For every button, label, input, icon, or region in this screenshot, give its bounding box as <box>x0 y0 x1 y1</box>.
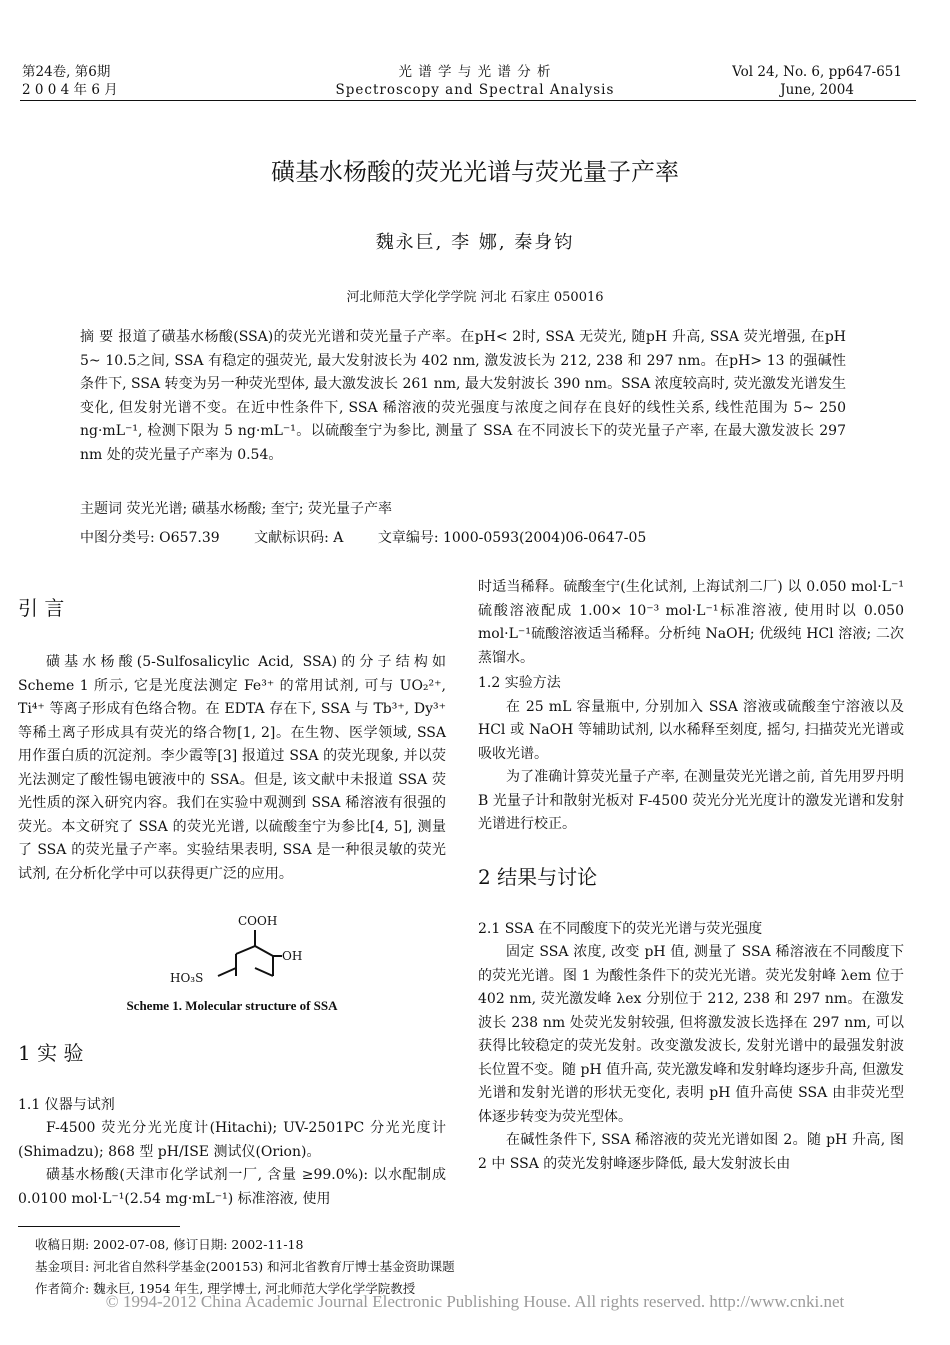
section-2-1-body <box>478 941 904 1176</box>
publication-date: 2 0 0 4 年 6 月 <box>22 82 118 98</box>
section-1-1-body <box>18 1117 446 1211</box>
copyright-watermark: © 1994-2012 China Academic Journal Electronic Publishing House. All rights reserved. http://www.cnki.net <box>105 1292 845 1311</box>
subsection-1-1: 1.1 仪器与试剂 <box>18 1097 115 1113</box>
keywords: 主题词 荧光光谱; 磺基水杨酸; 奎宁; 荧光量子产率 <box>80 501 392 517</box>
results-text-2: 在碱性条件下, SSA 稀溶液的荧光光谱如图 2。随 pH 升高, 图 2 中 SSA 的荧光发射峰逐步降低, 最大发射波长由 <box>478 1132 904 1172</box>
method-text-1: 在 25 mL 容量瓶中, 分别加入 SSA 溶液或硫酸奎宁溶液以及 HCl 或 NaOH 等辅助试剂, 以水稀释至刻度, 摇匀, 扫描荧光光谱或吸收光谱。 <box>478 698 904 762</box>
method-text-2: 为了准确计算荧光量子产率, 在测量荧光光谱之前, 首先用罗丹明 B 光量子计和散射光板对 F-4500 荧光分光光度计的激发光谱和发射光谱进行校正。 <box>478 769 904 832</box>
journal-name-en: Spectroscopy and Spectral Analysis <box>335 82 615 98</box>
classification-line <box>80 527 676 547</box>
header-divider <box>20 100 916 101</box>
intro-paragraph <box>18 651 446 886</box>
results-text-1: 固定 SSA 浓度, 改变 pH 值, 测量了 SSA 稀溶液在不同酸度下的荧光光谱。图 1 为酸性条件下的荧光光谱。荧光发射峰 λem 位于 402 nm, 荧光激发峰 λex 分别位于 212, 238 和 297 nm。在激发波长 238 nm 处荧光发射较强, 但将激发波长选择在 297 nm, 可以获得比较稳定的荧光发射。改变激发波长, 发射光谱中的最强发射波长位置不变。随 pH 值升高, 荧光激发峰和发射峰均逐步升高, 但激发光谱和发射光谱的形状无变化, 表明 pH 值升高使 SSA 由非荧光型体逐步转变为荧光型体。 <box>478 944 904 1125</box>
volume-pages: Vol 24, No. 6, pp647-651 <box>732 64 902 80</box>
publication-month: June, 2004 <box>780 82 854 98</box>
oh-label: OH <box>282 949 303 963</box>
journal-page-info <box>732 63 902 99</box>
paper-title: 磺基水杨酸的荧光光谱与荧光量子产率 <box>271 158 679 186</box>
author-list: 魏永巨, 李 娜, 秦身钧 <box>375 232 575 253</box>
experiment-heading: 1 实 验 <box>18 1041 84 1065</box>
footnote-author: 作者简介: 魏永巨, 1954 年生, 理学博士, 河北师范大学化学学院教授 <box>35 1281 416 1296</box>
subsection-2-1: 2.1 SSA 在不同酸度下的荧光光谱与荧光强度 <box>478 921 763 937</box>
document-code: 文献标识码: A <box>254 530 344 546</box>
reagents-text: 磺基水杨酸(天津市化学试剂一厂, 含量 ≥99.0%): 以水配制成 0.0100 mol·L⁻¹(2.54 mg·mL⁻¹) 标准溶液, 使用 <box>18 1167 446 1207</box>
abstract: 摘 要 报道了磺基水杨酸(SSA)的荧光光谱和荧光量子产率。在pH< 2时, SSA 无荧光, 随pH 升高, SSA 荧光增强, 在pH 5~ 10.5之间, SSA 有稳定的强荧光, 最大发射波长为 402 nm, 激发波长为 212, 238 和 297 nm。在pH> 13 的强碱性条件下, SSA 转变为另一种荧光型体, 最大激发波长 261 nm, 最大发射波长 390 nm。SSA 浓度较高时, 荧光激发光谱发生变化, 但发射光谱不变。在近中性条件下, SSA 稀溶液的荧光强度与浓度之间存在良好的线性关系, 线性范围为 5~ 250 ng·mL⁻¹, 检测下限为 5 ng·mL⁻¹。以硫酸奎宁为参比, 测量了 SSA 在不同波长下的荧光量子产率, 在最大激发波长 297 nm 处的荧光量子产率为 0.54。 <box>80 329 846 463</box>
instruments-text: F-4500 荧光分光光度计(Hitachi); UV-2501PC 分光光度计(Shimadzu); 868 型 pH/ISE 测试仪(Orion)。 <box>18 1120 446 1160</box>
journal-name <box>260 63 690 99</box>
so3h-label: HO₃S <box>170 971 204 985</box>
footnote-fund: 基金项目: 河北省自然科学基金(200153) 和河北省教育厅博士基金资助课题 <box>35 1259 455 1274</box>
molecular-structure <box>160 916 310 991</box>
affiliation: 河北师范大学化学学院 河北 石家庄 050016 <box>346 290 604 305</box>
footnote-received: 收稿日期: 2002-07-08, 修订日期: 2002-11-18 <box>35 1237 304 1252</box>
right-column-body-1 <box>478 576 904 837</box>
article-number: 文章编号: 1000-0593(2004)06-0647-05 <box>377 530 647 546</box>
journal-name-cn: 光 谱 学 与 光 谱 分 析 <box>398 64 552 80</box>
reagents-continued: 时适当稀释。硫酸奎宁(生化试剂, 上海试剂二厂) 以 0.050 mol·L⁻¹硫酸溶液配成 1.00× 10⁻³ mol·L⁻¹标准溶液, 使用时以 0.050 mol·L⁻¹硫酸溶液适当稀释。分析纯 NaOH; 优级纯 HCl 溶液; 二次蒸馏水。 <box>478 579 904 666</box>
cooh-label: COOH <box>238 914 278 928</box>
intro-text: 磺基水杨酸(5-Sulfosalicylic Acid, SSA)的分子结构如 Scheme 1 所示, 它是光度法测定 Fe³⁺ 的常用试剂, 可与 UO₂²⁺, Ti⁴⁺ 等离子形成有色络合物。在 EDTA 存在下, SSA 与 Tb³⁺, Dy³⁺ 等稀土离子形成具有荧光的络合物[1, 2]。在生物、医学领域, SSA 用作蛋白质的沉淀剂。李少霞等[3] 报道过 SSA 的荧光现象, 并以荧光法测定了酸性锡电镀液中的 SSA。但是, 该文献中未报道 SSA 荧光性质的深入研究内容。我们在实验中观测到 SSA 稀溶液有很强的荧光。本文研究了 SSA 的荧光光谱, 以硫酸奎宁为参比[4, 5], 测量了 SSA 的荧光量子产率。实验结果表明, SSA 是一种很灵敏的荧光试剂, 在分析化学中可以获得更广泛的应用。 <box>18 654 446 882</box>
results-heading: 2 结果与讨论 <box>478 865 598 889</box>
scheme-caption: Scheme 1. Molecular structure of SSA <box>126 998 338 1013</box>
subsection-1-2: 1.2 实验方法 <box>478 675 561 691</box>
intro-heading: 引 言 <box>18 596 65 620</box>
volume-issue: 第24卷, 第6期 <box>22 64 111 80</box>
journal-volume-info <box>22 63 118 99</box>
clc-number: 中图分类号: O657.39 <box>80 530 220 546</box>
footnote-divider <box>18 1226 180 1227</box>
